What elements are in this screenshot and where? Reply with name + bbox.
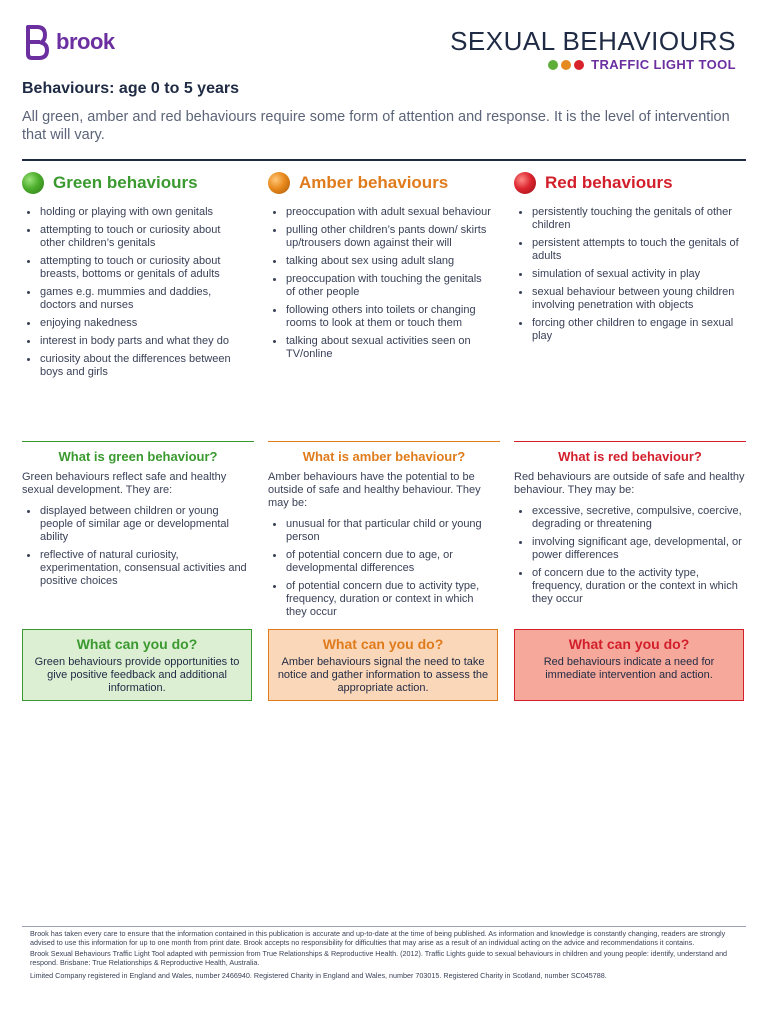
list-item: curiosity about the differences between boys and girls — [22, 353, 247, 379]
list-item: preoccupation with touching the genitals of other people — [268, 273, 493, 299]
logo-text: brook — [56, 29, 115, 54]
list-item: interest in body parts and what they do — [22, 335, 247, 348]
list-item: forcing other children to engage in sexual play — [514, 317, 739, 343]
list-item: persistently touching the genitals of other children — [514, 206, 739, 232]
list-item: games e.g. mummies and daddies, doctors and nurses — [22, 286, 247, 312]
red-dot-icon — [574, 60, 584, 70]
red-definition-heading: What is red behaviour? — [514, 441, 746, 464]
list-item: of potential concern due to activity type, frequency, duration or context in which they occur — [268, 580, 496, 619]
amber-light-icon — [268, 172, 290, 194]
red-action-box — [514, 629, 744, 701]
list-item: displayed between children or young people of similar age or developmental ability — [22, 505, 250, 544]
list-item: holding or playing with own genitals — [22, 206, 247, 219]
list-item: attempting to touch or curiosity about other children’s genitals — [22, 224, 247, 250]
green-action-text: Green behaviours provide opportunities to give positive feedback and additional information. — [34, 656, 240, 694]
amber-behaviours-title: Amber behaviours — [299, 173, 449, 192]
green-behaviours-list — [22, 206, 247, 384]
list-item: involving significant age, developmental, or power differences — [514, 536, 742, 562]
amber-behaviours-list — [268, 206, 493, 366]
amber-action-box — [268, 629, 498, 701]
age-heading: Behaviours: age 0 to 5 years — [22, 80, 239, 97]
amber-dot-icon — [561, 60, 571, 70]
list-item: attempting to touch or curiosity about breasts, bottoms or genitals of adults — [22, 255, 247, 281]
document-subtitle: TRAFFIC LIGHT TOOL — [591, 57, 736, 72]
list-item: of concern due to the activity type, frequency, duration or the context in which they occur — [514, 567, 742, 606]
list-item: of potential concern due to age, or developmental differences — [268, 549, 496, 575]
list-item: preoccupation with adult sexual behaviour — [268, 206, 493, 219]
red-action-text: Red behaviours indicate a need for immediate intervention and action. — [543, 656, 715, 681]
divider — [22, 159, 746, 161]
footer-divider — [22, 926, 746, 927]
brook-logo — [22, 24, 115, 60]
green-definition-list — [22, 505, 250, 593]
list-item: enjoying nakedness — [22, 317, 247, 330]
list-item: unusual for that particular child or young person — [268, 518, 496, 544]
red-behaviours-title: Red behaviours — [545, 173, 673, 192]
footer-registration: Limited Company registered in England and Wales, number 2466940. Registered Charity in England and Wales, number 703015. Registered Charity in Scotland, number SC045788. — [30, 971, 607, 980]
red-definition-list — [514, 505, 742, 611]
brook-logo-icon — [22, 24, 50, 60]
red-definition-intro: Red behaviours are outside of safe and healthy behaviour. They may be: — [514, 471, 745, 496]
list-item: sexual behaviour between young children involving penetration with objects — [514, 286, 739, 312]
amber-action-text: Amber behaviours signal the need to take notice and gather information to assess the appropriate action. — [277, 656, 489, 694]
list-item: persistent attempts to touch the genitals of adults — [514, 237, 739, 263]
green-action-title: What can you do? — [76, 636, 198, 652]
green-definition-heading: What is green behaviour? — [22, 441, 254, 464]
list-item: pulling other children’s pants down/ skirts up/trousers down against their will — [268, 224, 493, 250]
footer-attribution: Brook Sexual Behaviours Traffic Light Tool adapted with permission from True Relationships & Reproductive Health. (2012). Traffic Lights guide to sexual behaviours in children and young people: identify, understand and respond. Brisbane: True Relationships & Reproductive Health, Australia. — [30, 949, 728, 967]
amber-definition-list — [268, 518, 496, 624]
list-item: following others into toilets or changing rooms to look at them or touch them — [268, 304, 493, 330]
green-dot-icon — [548, 60, 558, 70]
green-definition-intro: Green behaviours reflect safe and healthy sexual development. They are: — [22, 471, 227, 496]
list-item: simulation of sexual activity in play — [514, 268, 739, 281]
amber-definition-intro: Amber behaviours have the potential to be outside of safe and healthy behaviour. They may be: — [268, 471, 481, 509]
subtitle-row — [548, 57, 736, 72]
list-item: excessive, secretive, compulsive, coercive, degrading or threatening — [514, 505, 742, 531]
green-behaviours-title: Green behaviours — [53, 173, 198, 192]
red-behaviours-heading — [514, 172, 673, 194]
green-light-icon — [22, 172, 44, 194]
intro-text: All green, amber and red behaviours require some form of attention and response. It is the level of intervention that will vary. — [22, 109, 730, 143]
footer-disclaimer: Brook has taken every care to ensure that the information contained in this publication is accurate and up-to-date at the time of being published. As information and knowledge is constantly changing, readers are strongly advised to use this information for up to one month from print date. Brook accepts no responsibility for difficulties that may arise as a result of an individual acting on the advice and recommendations it contains. — [30, 929, 726, 947]
list-item: reflective of natural curiosity, experimentation, consensual activities and positive choices — [22, 549, 250, 588]
list-item: talking about sexual activities seen on TV/online — [268, 335, 493, 361]
red-light-icon — [514, 172, 536, 194]
page-header — [0, 0, 768, 80]
footer — [22, 926, 746, 980]
red-behaviours-list — [514, 206, 739, 348]
list-item: talking about sex using adult slang — [268, 255, 493, 268]
amber-action-title: What can you do? — [322, 636, 444, 652]
amber-behaviours-heading — [268, 172, 448, 194]
amber-definition-heading: What is amber behaviour? — [268, 441, 500, 464]
document-title: SEXUAL BEHAVIOURS — [450, 26, 736, 56]
green-action-box — [22, 629, 252, 701]
green-behaviours-heading — [22, 172, 198, 194]
red-action-title: What can you do? — [568, 636, 690, 652]
